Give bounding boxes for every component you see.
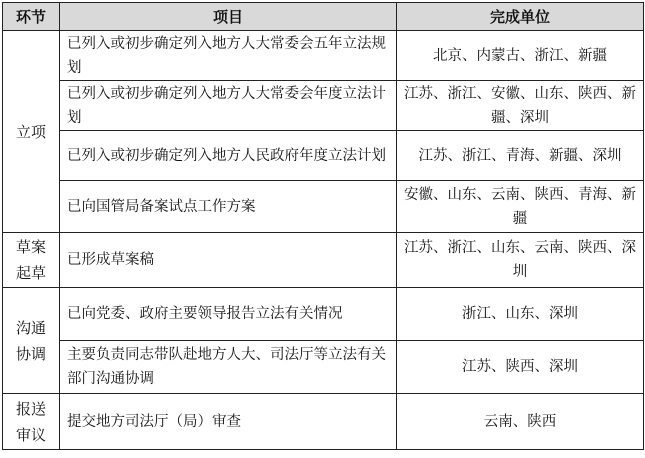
table-row <box>3 131 644 181</box>
stage-cell-submission <box>3 394 60 450</box>
table-header-row <box>3 3 644 31</box>
table-row <box>3 181 644 233</box>
header-stage: 环节 <box>3 3 60 31</box>
stage-label: 沟通协调 <box>15 318 46 363</box>
item-cell: 已形成草案稿 <box>60 233 397 288</box>
table-row <box>3 81 644 131</box>
item-cell: 已列入或初步确定列入地方人大常委会五年立法规划 <box>60 31 397 81</box>
stage-cell-coordination <box>3 288 60 394</box>
units-cell: 江苏、陕西、深圳 <box>397 341 644 394</box>
item-cell: 已列入或初步确定列入地方人大常委会年度立法计划 <box>60 81 397 131</box>
header-item: 项目 <box>60 3 397 31</box>
item-cell: 主要负责同志带队赴地方人大、司法厅等立法有关部门沟通协调 <box>60 341 397 394</box>
item-cell: 已列入或初步确定列入地方人民政府年度立法计划 <box>60 131 397 181</box>
stage-cell-lixiang <box>3 31 60 233</box>
item-cell: 已向国管局备案试点工作方案 <box>60 181 397 233</box>
header-units: 完成单位 <box>397 3 644 31</box>
units-cell: 安徽、山东、云南、陕西、青海、新疆 <box>397 181 644 233</box>
units-cell: 江苏、浙江、青海、新疆、深圳 <box>397 131 644 181</box>
legislation-progress-table <box>2 2 644 450</box>
document-page <box>2 2 643 450</box>
table-row <box>3 341 644 394</box>
units-cell: 江苏、浙江、安徽、山东、陕西、新疆、深圳 <box>397 81 644 131</box>
units-cell: 北京、内蒙古、浙江、新疆 <box>397 31 644 81</box>
stage-label: 草案起草 <box>15 238 46 282</box>
table-row <box>3 31 644 81</box>
units-cell: 江苏、浙江、山东、云南、陕西、深圳 <box>397 233 644 288</box>
stage-label: 立项 <box>15 122 46 141</box>
item-cell: 提交地方司法厅（局）审查 <box>60 394 397 450</box>
table-row <box>3 394 644 450</box>
units-cell: 云南、陕西 <box>397 394 644 450</box>
item-cell: 已向党委、政府主要领导报告立法有关情况 <box>60 288 397 341</box>
stage-label: 报送审议 <box>15 399 46 444</box>
table-row <box>3 288 644 341</box>
units-cell: 浙江、山东、深圳 <box>397 288 644 341</box>
table-row <box>3 233 644 288</box>
stage-cell-drafting <box>3 233 60 288</box>
